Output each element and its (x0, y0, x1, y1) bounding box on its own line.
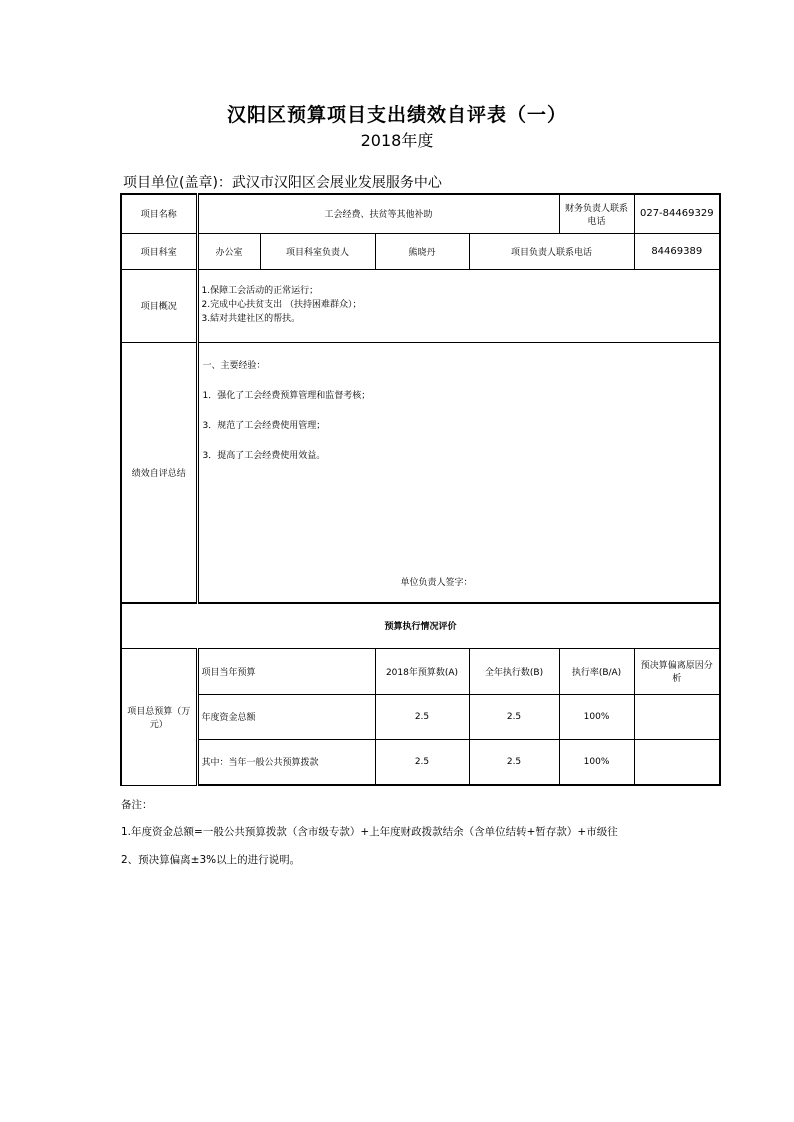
overview-label: 项目概况 (121, 269, 197, 342)
budget-row-rate: 100% (559, 739, 634, 785)
notes-title: 备注： (121, 799, 153, 811)
table-row (121, 694, 720, 739)
dept-head-value: 熊晓丹 (375, 233, 469, 269)
dept-head-label: 项目科室负责人 (260, 233, 375, 269)
budget-header-b: 全年执行数(B) (469, 648, 559, 694)
budget-row-a: 2.5 (375, 739, 469, 785)
summary-line: 3．提高了工会经费使用效益。 (202, 450, 326, 461)
budget-row-label: 其中：当年一般公共预算拨款 (197, 739, 375, 785)
budget-header-rate: 执行率(B/A) (559, 648, 634, 694)
summary-label: 绩效自评总结 (121, 342, 197, 603)
budget-row-b: 2.5 (469, 694, 559, 739)
budget-header-reason: 预决算偏离原因分析 (634, 648, 720, 694)
page-subtitle-year: 2018年度 (360, 131, 434, 150)
finance-contact-value: 027-84469329 (634, 194, 720, 233)
project-unit-line: 项目单位(盖章)：武汉市汉阳区会展业发展服务中心 (123, 175, 442, 191)
project-name-value: 工会经费、扶贫等其他补助 (197, 194, 559, 233)
summary-line: 3．规范了工会经费使用管理； (202, 420, 326, 431)
overview-content (197, 269, 720, 342)
budget-header-a: 2018年预算数(A) (375, 648, 469, 694)
project-contact-value: 84469389 (634, 233, 720, 269)
table-row (121, 342, 720, 603)
budget-row-label: 年度资金总额 (197, 694, 375, 739)
budget-section-title: 预算执行情况评价 (121, 603, 720, 648)
signature-label: 单位负责人签字： (400, 578, 473, 588)
budget-side-label: 项目总预算（万元） (121, 648, 197, 785)
dept-value: 办公室 (197, 233, 260, 269)
budget-row-reason (634, 694, 720, 739)
page-title: 汉阳区预算项目支出绩效自评表（一） (226, 104, 567, 126)
budget-row-reason (634, 739, 720, 785)
budget-header-project: 项目当年预算 (197, 648, 375, 694)
budget-row-rate: 100% (559, 694, 634, 739)
overview-line: 1.保障工会活动的正常运行； (201, 285, 319, 296)
summary-line: 1．强化了工会经费预算管理和监督考核； (202, 390, 371, 401)
project-name-label: 项目名称 (121, 194, 197, 233)
notes-line-1: 1.年度资金总额=一般公共预算拨款（含市级专款）+上年度财政拨款结余（含单位结转+暂存款）+市级往 (121, 826, 618, 838)
table-row (121, 739, 720, 785)
project-contact-label: 项目负责人联系电话 (469, 233, 634, 269)
dept-label: 项目科室 (121, 233, 197, 269)
notes-line-2: 2、预决算偏离±3%以上的进行说明。 (121, 854, 301, 866)
table-row (121, 233, 720, 269)
table-row (121, 648, 720, 694)
table-row (121, 603, 720, 648)
summary-content (197, 342, 720, 603)
overview-line: 2.完成中心扶贫支出 （扶持困难群众）； (201, 299, 362, 310)
budget-row-a: 2.5 (375, 694, 469, 739)
overview-line: 3.結对共建社区的帮扶。 (201, 313, 301, 324)
table-row (121, 194, 720, 233)
budget-row-b: 2.5 (469, 739, 559, 785)
summary-line: 一、主要经验： (202, 360, 266, 371)
evaluation-table (120, 193, 721, 786)
table-row (121, 269, 720, 342)
finance-contact-label: 财务负责人联系电话 (559, 194, 634, 233)
